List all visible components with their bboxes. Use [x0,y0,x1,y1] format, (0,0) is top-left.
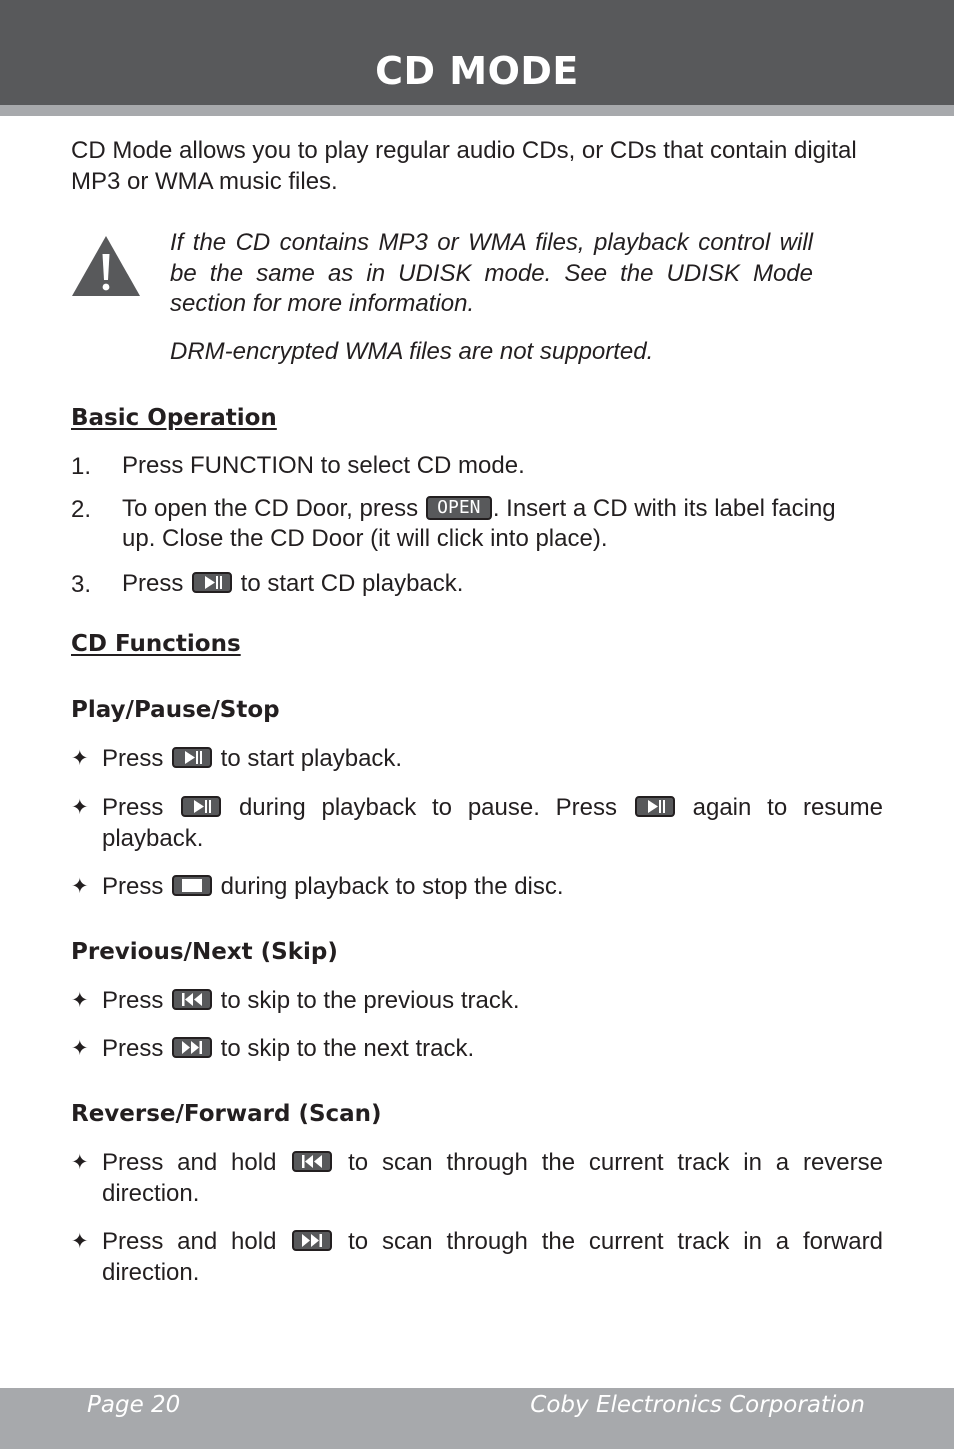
bullet-icon: ✦ [71,989,89,1012]
intro-paragraph: CD Mode allows you to play regular audio CDs, or CDs that contain digital MP3 or WMA music files. [71,137,857,195]
item-before: Press [102,873,171,900]
previous-item [102,985,883,1016]
bullet-icon: ✦ [71,1151,89,1174]
play-pause-icon [635,796,675,817]
forward-item [102,1226,883,1288]
reverse-item [102,1147,883,1209]
page-title: CD MODE [375,49,579,93]
previous-next-heading: Previous/Next (Skip) [71,939,338,965]
page-number: Page 20 [87,1392,181,1418]
play-pause-icon [172,747,212,768]
warning-icon [70,234,142,298]
next-item [102,1033,883,1064]
step-number-2: 2. [71,496,92,523]
bullet-icon: ✦ [71,875,89,898]
step-3-text [122,569,842,599]
stop-item [102,871,883,902]
note-paragraph-1: If the CD contains MP3 or WMA files, playback control will be the same as in UDISK mode. See the UDISK Mode section for more information. [170,229,813,317]
company-name: Coby Electronics Corporation [530,1392,865,1418]
item-after: to skip to the next track. [214,1035,475,1062]
play-pause-stop-heading: Play/Pause/Stop [71,697,280,723]
item-before: Press [102,794,180,821]
item-after: to scan through the current track in a forward direction. [102,1228,883,1286]
play-pause-icon [181,796,221,817]
step-number-3: 3. [71,571,92,598]
stop-icon [172,875,212,896]
item-after: to start playback. [214,745,403,772]
item-after: again to resume playback. [102,794,883,852]
skip-next-icon [172,1037,212,1058]
item-after: to scan through the current track in a reverse direction. [102,1149,883,1207]
play-pause-icon [192,572,232,593]
step-3-before: Press [122,570,191,597]
item-before: Press and hold [102,1228,291,1255]
bullet-icon: ✦ [71,1037,89,1060]
bullet-icon: ✦ [71,796,89,819]
step-2-text [122,494,842,554]
skip-previous-icon [292,1151,332,1172]
play-item [102,743,883,774]
note-paragraph-2: DRM-encrypted WMA files are not supported. [170,338,654,365]
open-button-icon: OPEN [426,496,492,520]
item-before: Press [102,745,171,772]
skip-previous-icon [172,989,212,1010]
bullet-icon: ✦ [71,747,89,770]
step-2-after: . Insert a CD with its label facing up. Close the CD Door (it will click into place). [122,495,836,552]
reverse-forward-heading: Reverse/Forward (Scan) [71,1101,382,1127]
step-number-1: 1. [71,453,92,480]
cd-functions-heading: CD Functions [71,631,241,657]
skip-next-icon [292,1230,332,1251]
pause-item [102,792,883,854]
item-middle: during playback to pause. Press [223,794,633,821]
basic-operation-heading: Basic Operation [71,405,277,431]
item-after: during playback to stop the disc. [214,873,564,900]
step-2-before: To open the CD Door, press [122,495,425,522]
item-before: Press and hold [102,1149,291,1176]
item-before: Press [102,1035,171,1062]
bullet-icon: ✦ [71,1230,89,1253]
step-3-after: to start CD playback. [234,570,464,597]
item-before: Press [102,987,171,1014]
header-stripe [0,105,954,116]
item-after: to skip to the previous track. [214,987,520,1014]
step-1-text: Press FUNCTION to select CD mode. [122,452,525,479]
